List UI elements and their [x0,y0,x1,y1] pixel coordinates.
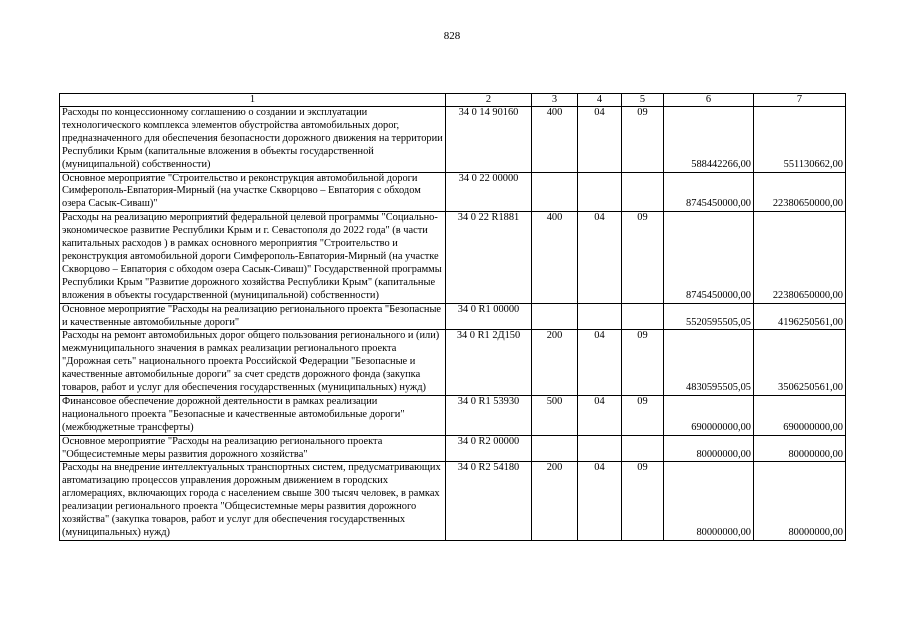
amount-year-1: 8745450000,00 [664,172,754,212]
expense-type [532,303,578,330]
table-row [60,172,846,212]
expense-type: 400 [532,212,578,303]
section [578,303,622,330]
amount-year-1: 8745450000,00 [664,212,754,303]
amount-year-2: 80000000,00 [754,435,846,462]
expense-type [532,172,578,212]
amount-year-2: 3506250561,00 [754,330,846,396]
amount-year-2: 4196250561,00 [754,303,846,330]
expense-type [532,435,578,462]
header-cell: 5 [622,94,664,107]
target-code: 34 0 R1 53930 [446,395,532,435]
target-code: 34 0 22 R1881 [446,212,532,303]
section [578,172,622,212]
subsection: 09 [622,395,664,435]
amount-year-1: 4830595505,05 [664,330,754,396]
target-code: 34 0 R1 2Д150 [446,330,532,396]
subsection: 09 [622,107,664,173]
expense-name: Основное мероприятие "Строительство и реконструкция автомобильной дороги Симферополь-Евпатория-Мирный (на участке Скворцово – Евпатория с обходом озера Сасык-Сиваш)" [60,172,446,212]
subsection: 09 [622,212,664,303]
header-cell: 7 [754,94,846,107]
section: 04 [578,395,622,435]
section: 04 [578,462,622,540]
amount-year-2: 22380650000,00 [754,172,846,212]
header-cell: 6 [664,94,754,107]
target-code: 34 0 22 00000 [446,172,532,212]
expense-name: Расходы по концессионному соглашению о создании и эксплуатации технологического комплекса элементов обустройства автомобильных дорог, предназначенного для обеспечения безопасности дорожного движения на территории Республики Крым (капитальные вложения в объекты государственной (муниципальной) собственности) [60,107,446,173]
expense-name: Расходы на внедрение интеллектуальных транспортных систем, предусматривающих автоматизацию процессов управления дорожным движением в городских агломерациях, включающих города с населением свыше 300 тысяч человек, в рамках реализации регионального проекта "Общесистемные меры развития дорожного хозяйства" (закупка товаров, работ и услуг для обеспечения государственных (муниципальных) нужд) [60,462,446,540]
target-code: 34 0 R2 00000 [446,435,532,462]
amount-year-2: 690000000,00 [754,395,846,435]
subsection [622,435,664,462]
table-row [60,212,846,303]
header-cell: 4 [578,94,622,107]
amount-year-2: 551130662,00 [754,107,846,173]
amount-year-1: 690000000,00 [664,395,754,435]
expense-type: 200 [532,462,578,540]
target-code: 34 0 R1 00000 [446,303,532,330]
table-row [60,435,846,462]
expense-name: Основное мероприятие "Расходы на реализацию регионального проекта "Безопасные и качественные автомобильные дороги" [60,303,446,330]
amount-year-1: 80000000,00 [664,462,754,540]
header-cell: 2 [446,94,532,107]
table-row [60,107,846,173]
expense-name: Финансовое обеспечение дорожной деятельности в рамках реализации национального проекта "Безопасные и качественные автомобильные дороги" (межбюджетные трансферты) [60,395,446,435]
budget-table [59,93,846,541]
header-cell: 3 [532,94,578,107]
expense-type: 500 [532,395,578,435]
section: 04 [578,212,622,303]
section: 04 [578,330,622,396]
amount-year-2: 22380650000,00 [754,212,846,303]
subsection: 09 [622,330,664,396]
expense-type: 200 [532,330,578,396]
expense-name: Расходы на ремонт автомобильных дорог общего пользования регионального и (или) межмуниципального значения в рамках реализации регионального проекта "Дорожная сеть" национального проекта Российской Федерации "Безопасные и качественные автомобильные дороги" за счет средств дорожного фонда (закупка товаров, работ и услуг для обеспечения государственных (муниципальных) нужд) [60,330,446,396]
amount-year-1: 588442266,00 [664,107,754,173]
table-row [60,395,846,435]
expense-name: Основное мероприятие "Расходы на реализацию регионального проекта "Общесистемные меры развития дорожного хозяйства" [60,435,446,462]
header-cell: 1 [60,94,446,107]
expense-type: 400 [532,107,578,173]
subsection [622,303,664,330]
table-row [60,303,846,330]
target-code: 34 0 R2 54180 [446,462,532,540]
target-code: 34 0 14 90160 [446,107,532,173]
section [578,435,622,462]
amount-year-1: 5520595505,05 [664,303,754,330]
page-number: 828 [443,30,461,42]
subsection [622,172,664,212]
amount-year-1: 80000000,00 [664,435,754,462]
section: 04 [578,107,622,173]
amount-year-2: 80000000,00 [754,462,846,540]
table-header-row [60,94,846,107]
table-row [60,330,846,396]
table-row [60,462,846,540]
subsection: 09 [622,462,664,540]
expense-name: Расходы на реализацию мероприятий федеральной целевой программы "Социально-экономическое развитие Республики Крым и г. Севастополя до 2022 года" (в части капитальных расходов ) в рамках основного мероприятия "Строительство и реконструкция автомобильной дороги Симферополь-Евпатория-Мирный (на участке Скворцово – Евпатория с обходом озера Сасык-Сиваш)" Государственной программы Республики Крым "Развитие дорожного хозяйства Республики Крым" (капитальные вложения в объекты государственной (муниципальной) собственности) [60,212,446,303]
